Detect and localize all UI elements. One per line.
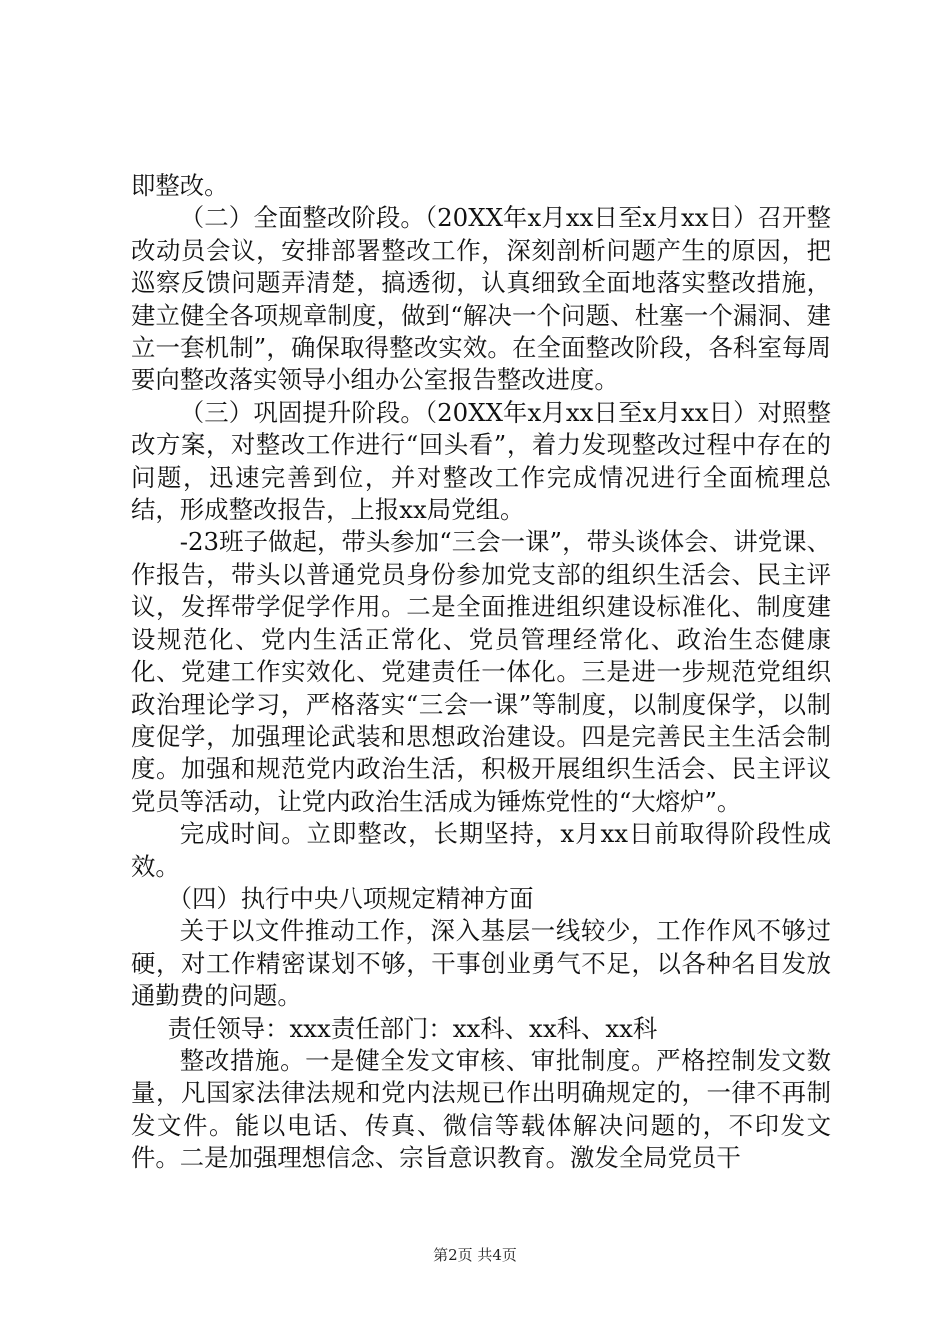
section-heading-four: （四）执行中央八项规定精神方面 [167,883,534,913]
paragraph-rectification: 整改措施。一是健全发文审核、审批制度。严格控制发文数量，凡国家法律法规和党内法规已作出明确规定的，一律不再制发文件。能以电话、传真、微信等载体解决问题的，不印发文件。二是加强理想信念、宗旨意识教育。激发全局党员干 [131,1045,831,1173]
document-body [131,170,831,1175]
page-footer: 第2页 共4页 [433,1246,517,1264]
paragraph-stage-three: （三）巩固提升阶段。（20XX年x月xx日至x月xx日）对照整改方案，对整改工作进行“回头看”，着力发现整改过程中存在的问题，迅速完善到位，并对整改工作完成情况进行全面梳理总结，形成整改报告，上报xx局党组。 [131,397,831,525]
paragraph-stage-two: （二）全面整改阶段。（20XX年x月xx日至x月xx日）召开整改动员会议，安排部署整改工作，深刻剖析问题产生的原因，把巡察反馈问题弄清楚，搞透彻，认真细致全面地落实整改措施，建立健全各项规章制度，做到“解决一个问题、杜塞一个漏洞、建立一套机制”，确保取得整改实效。在全面整改阶段，各科室每周要向整改落实领导小组办公室报告整改进度。 [131,203,831,395]
paragraph-measures: -23班子做起，带头参加“三会一课”，带头谈体会、讲党课、作报告，带头以普通党员身份参加党支部的组织生活会、民主评议，发挥带学促学作用。二是全面推进组织建设标准化、制度建设规范化、党内生活正常化、党员管理经常化、政治生态健康化、党建工作实效化、党建责任一体化。三是进一步规范党组织政治理论学习，严格落实“三会一课”等制度，以制度保学，以制度促学，加强理论武装和思想政治建设。四是完善民主生活会制度。加强和规范党内政治生活，积极开展组织生活会、民主评议党员等活动，让党内政治生活成为锤炼党性的“大熔炉”。 [131,527,831,816]
paragraph-responsibility: 责任领导：xxx责任部门：xx科、xx科、xx科 [167,1013,658,1043]
paragraph-issue: 关于以文件推动工作，深入基层一线较少，工作作风不够过硬，对工作精密谋划不够，干事创业勇气不足，以各种名目发放通勤费的问题。 [131,916,831,1011]
paragraph-completion-time: 完成时间。立即整改，长期坚持，x月xx日前取得阶段性成效。 [131,819,831,881]
paragraph-continuation: 即整改。 [131,171,229,200]
